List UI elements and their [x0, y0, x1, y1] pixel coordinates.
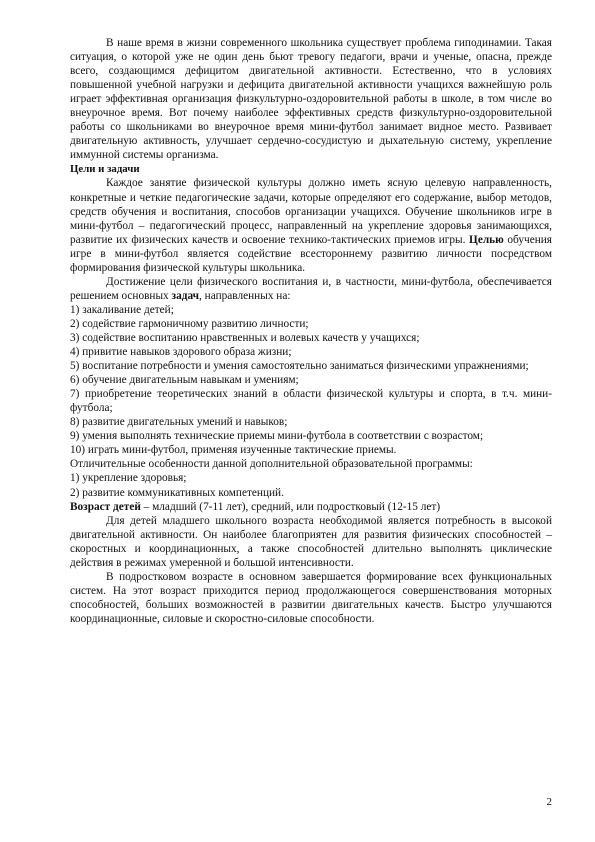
task-item: 5) воспитание потребности и умения самостоятельно заниматься физическими упражнениями;: [70, 360, 529, 373]
goal-term: Целью: [469, 233, 504, 246]
tasks-intro-start: Достижение цели физического воспитания и, в частности, мини-футбола, обеспечивается решением основных: [70, 275, 552, 302]
task-item: 8) развитие двигательных умений и навыков;: [70, 416, 288, 429]
tasks-intro-end: , направленных на:: [199, 289, 291, 302]
task-item: 4) привитие навыков здорового образа жизни;: [70, 346, 292, 359]
age-label: Возраст детей: [70, 500, 141, 513]
distinct-features-intro: Отличительные особенности данной дополнительной образовательной программы:: [70, 458, 473, 471]
tasks-intro-paragraph: [70, 275, 552, 303]
task-item: 10) играть мини-футбол, применяя изученные тактические приемы.: [70, 444, 397, 457]
task-item: 7) приобретение теоретических знаний в области физической культуры и спорта, в т.ч. мини-футбола;: [70, 388, 552, 415]
distinct-feature-item: 1) укрепление здоровья;: [70, 472, 187, 485]
goals-paragraph: [70, 176, 552, 274]
task-item: 1) закаливание детей;: [70, 303, 174, 316]
distinct-feature-item: 2) развитие коммуникативных компетенций.: [70, 486, 284, 499]
goals-text-start: Каждое занятие физической культуры должно иметь ясную целевую направленность, конкретные и четкие педагогические задачи, которые определяют его содержание, выбор методов, средств обучения и воспитания, способов организации учащихся. Обучение школьников игре в мини-футбол – педагогический процесс, направленный на укрепление здоровья занимающихся, развитие их физических качеств и освоение технико-тактических приемов игры.: [70, 177, 552, 246]
task-item: 6) обучение двигательным навыкам и умениям;: [70, 374, 299, 387]
page-number: 2: [546, 796, 552, 808]
goals-heading: Цели и задачи: [70, 163, 140, 176]
goals-text-end: обучения игре в мини-футбол является содействие всестороннему развитию личности посредством формирования физической культуры школьника.: [70, 233, 552, 274]
task-item: 9) умения выполнять технические приемы мини-футбола в соответствии с возрастом;: [70, 430, 484, 443]
age-value: – младший (7-11 лет), средний, или подростковый (12-15 лет): [140, 500, 441, 513]
teen-age-paragraph: В подростковом возрасте в основном завершается формирование всех функциональных систем. На этот возраст приходится период продолжающегося совершенствования моторных способностей, больших возможностей в развитии двигательных качеств. Быстро улучшаются координационные, силовые и скоростно-силовые способности.: [70, 570, 552, 625]
task-item: 2) содействие гармоничному развитию личности;: [70, 317, 309, 330]
task-item: 3) содействие воспитанию нравственных и волевых качеств у учащихся;: [70, 331, 420, 344]
intro-paragraph: В наше время в жизни современного школьника существует проблема гиподинамии. Такая ситуация, о которой уже не один день бьют тревогу педагоги, врачи и ученые, опасна, прежде всего, создающимся дефицитом двигательной активности. Естественно, что в условиях повышенной учебной нагрузки и дефицита двигательной активности учащихся важнейшую роль играет эффективная организация физкультурно-оздоровительной работы в школе, в том числе во внеурочное время. Вот почему наиболее эффективных средств физкультурно-оздоровительной работы со школьниками во внеурочное время мини-футбол занимает видное место. Развивает двигательную активность, улучшает сердечно-сосудистую и дыхательную систему, укрепление иммунной системы организма.: [70, 37, 552, 162]
document-body: [70, 36, 552, 626]
age-line: [70, 500, 552, 514]
junior-age-paragraph: Для детей младшего школьного возраста необходимой является потребность в высокой двигательной активности. Он наиболее благоприятен для развития физических способностей – скоростных и координационных, а также способностей длительно выполнять циклические действия в режимах умеренной и большой интенсивности.: [70, 514, 552, 569]
tasks-term: задач: [171, 289, 200, 302]
